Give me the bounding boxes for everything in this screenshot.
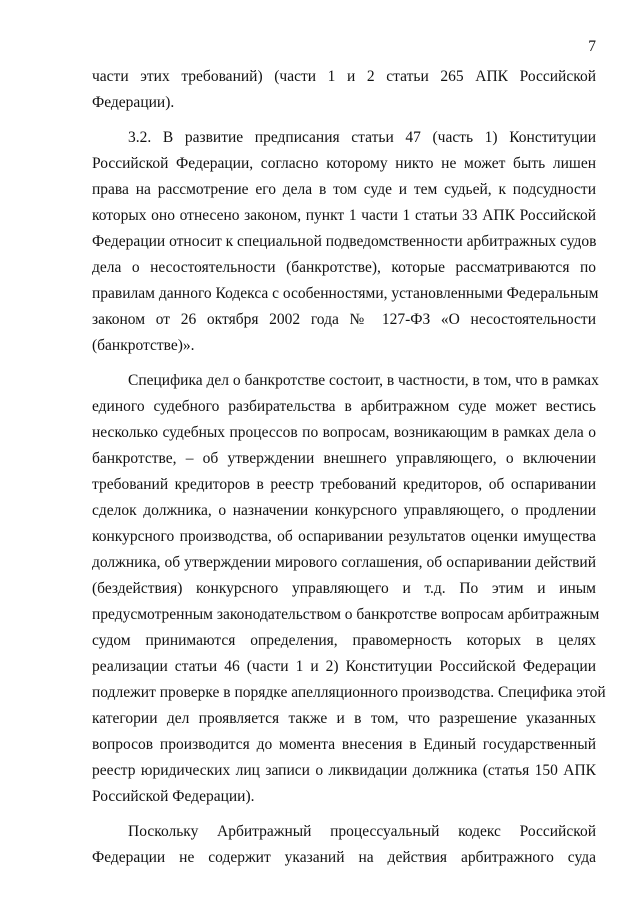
text-line: единого судебного разбирательства в арбитражном суде может вестись xyxy=(92,398,596,415)
paragraph-3-2 xyxy=(92,125,599,359)
document-body xyxy=(92,64,606,871)
text-line: реестр юридических лиц записи о ликвидации должника (статья 150 АПК xyxy=(92,762,596,779)
text-line: конкурсного производства, об оспаривании результатов оценки имущества xyxy=(92,528,596,545)
paragraph-continuation xyxy=(92,64,596,116)
text-line: дела о несостоятельности (банкротстве), которые рассматриваются по xyxy=(92,259,596,276)
text-line: должника, об утверждении мирового соглашения, об оспаривании действий xyxy=(92,554,596,571)
text-line: части этих требований) (части 1 и 2 статьи 265 АПК Российской xyxy=(92,68,596,85)
text-line: которых оно отнесено законом, пункт 1 части 1 статьи 33 АПК Российской xyxy=(92,207,596,224)
text-line: банкротстве, – об утверждении внешнего управляющего, о включении xyxy=(92,450,596,467)
text-line: (банкротстве)». xyxy=(92,337,195,354)
text-line: реализации статьи 46 (части 1 и 2) Конституции Российской Федерации xyxy=(92,658,596,675)
text-line: предусмотренным законодательством о банкротстве вопросам арбитражным xyxy=(92,606,600,623)
text-line: Федерации). xyxy=(92,94,175,111)
text-line: Федерации не содержит указаний на действия арбитражного суда xyxy=(92,849,596,866)
paragraph-code-absence xyxy=(92,819,596,871)
text-line: Российской Федерации). xyxy=(92,788,255,805)
text-line: Поскольку Арбитражный процессуальный кодекс Российской xyxy=(128,823,596,840)
text-line: сделок должника, о назначении конкурсного управляющего, о продлении xyxy=(92,502,596,519)
text-line: законом от 26 октября 2002 года № 127-ФЗ «О несостоятельности xyxy=(92,311,596,328)
text-line: вопросов производится до момента внесения в Единый государственный xyxy=(92,736,596,753)
text-line: несколько судебных процессов по вопросам, возникающим в рамках дела о xyxy=(92,424,596,441)
text-line: Российской Федерации, согласно которому никто не может быть лишен xyxy=(92,155,596,172)
text-line: правилам данного Кодекса с особенностями, установленными Федеральным xyxy=(92,285,599,302)
paragraph-gap xyxy=(92,810,596,819)
text-line: требований кредиторов в реестр требований кредиторов, об оспаривании xyxy=(92,476,596,493)
text-line: категории дел проявляется также и в том, что разрешение указанных xyxy=(92,710,596,727)
text-line: Федерации относит к специальной подведомственности арбитражных судов xyxy=(92,233,597,250)
paragraph-gap xyxy=(92,359,596,368)
paragraph-bankruptcy-specifics xyxy=(92,368,606,810)
text-line: 3.2. В развитие предписания статьи 47 (часть 1) Конституции xyxy=(128,129,596,146)
text-line: судом принимаются определения, правомерность которых в целях xyxy=(92,632,596,649)
page-number: 7 xyxy=(588,38,596,55)
text-line: (бездействия) конкурсного управляющего и т.д. По этим и иным xyxy=(92,580,596,597)
text-line: подлежит проверке в порядке апелляционного производства. Специфика этой xyxy=(92,684,606,701)
paragraph-gap xyxy=(92,116,596,125)
text-line: права на рассмотрение его дела в том суде и тем судьей, к подсудности xyxy=(92,181,596,198)
text-line: Специфика дел о банкротстве состоит, в частности, в том, что в рамках xyxy=(128,372,599,389)
